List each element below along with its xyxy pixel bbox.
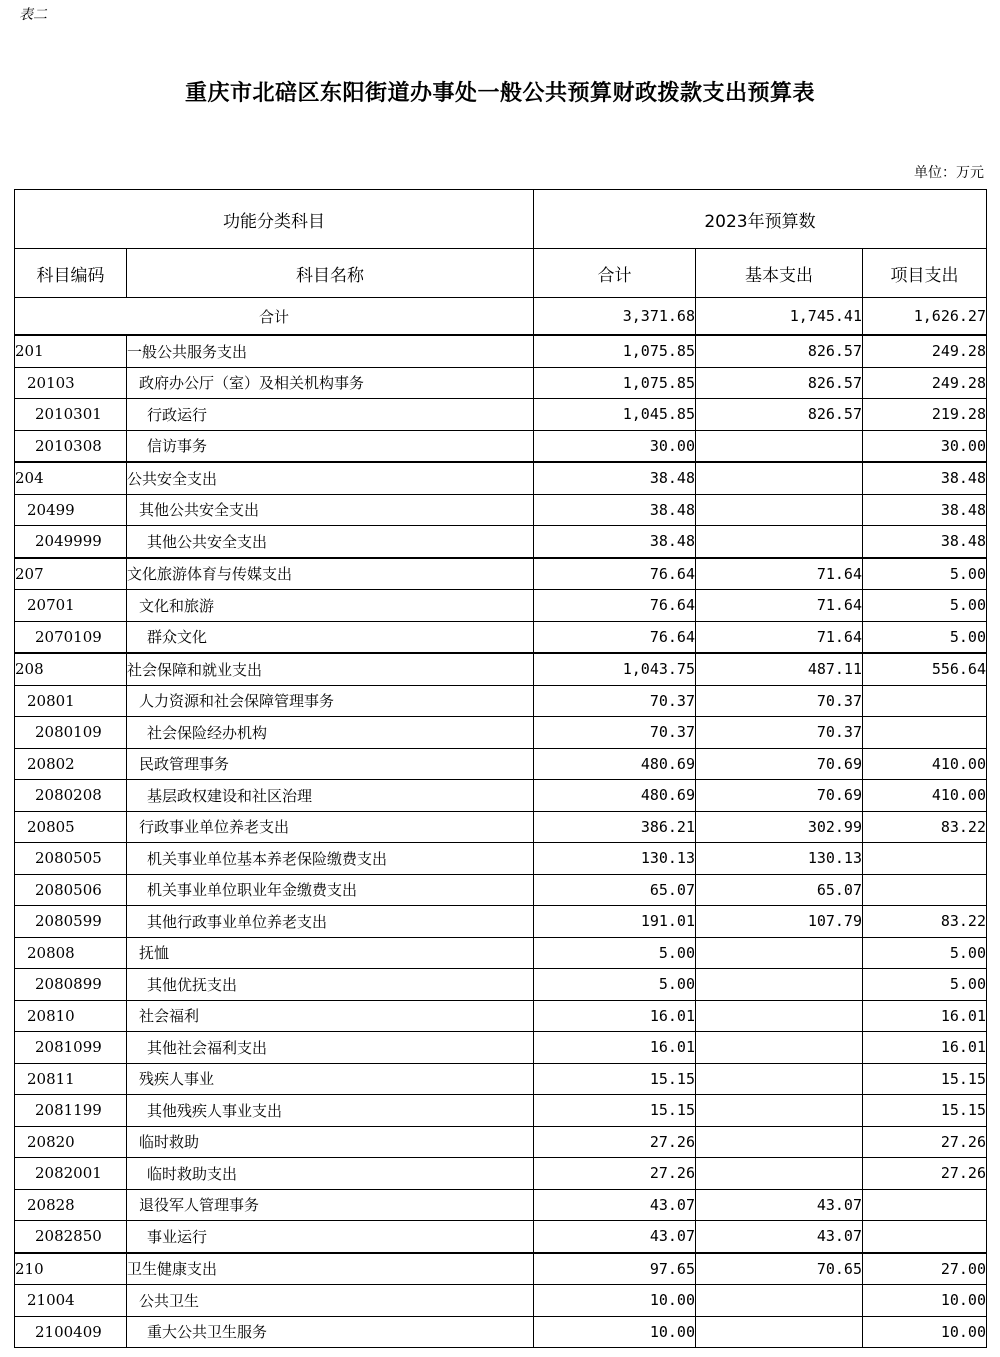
row-project bbox=[863, 843, 987, 875]
document-tag: 表二 bbox=[19, 7, 47, 23]
row-basic bbox=[696, 1095, 863, 1127]
row-project: 38.48 bbox=[863, 494, 987, 526]
row-code: 2080599 bbox=[15, 906, 127, 938]
row-basic: 71.64 bbox=[696, 590, 863, 622]
header-total: 合计 bbox=[534, 249, 696, 298]
row-basic: 826.57 bbox=[696, 367, 863, 399]
row-total: 130.13 bbox=[534, 843, 696, 875]
row-code: 20499 bbox=[15, 494, 127, 526]
row-total: 1,075.85 bbox=[534, 335, 696, 367]
table-row bbox=[15, 1316, 987, 1348]
header-row-1 bbox=[15, 190, 987, 249]
row-code: 2080109 bbox=[15, 717, 127, 749]
header-budget-year: 2023年预算数 bbox=[534, 190, 987, 249]
total-project: 1,626.27 bbox=[863, 298, 987, 336]
row-name: 其他社会福利支出 bbox=[127, 1032, 534, 1064]
table-row bbox=[15, 526, 987, 558]
row-code: 2070109 bbox=[15, 621, 127, 653]
table-row bbox=[15, 1095, 987, 1127]
row-name: 政府办公厅（室）及相关机构事务 bbox=[127, 367, 534, 399]
header-code: 科目编码 bbox=[15, 249, 127, 298]
row-basic bbox=[696, 526, 863, 558]
row-total: 10.00 bbox=[534, 1316, 696, 1348]
row-project bbox=[863, 1189, 987, 1221]
row-basic bbox=[696, 1032, 863, 1064]
row-name: 社会福利 bbox=[127, 1000, 534, 1032]
row-basic: 70.37 bbox=[696, 685, 863, 717]
unit-label: 单位：万元 bbox=[914, 165, 984, 181]
row-name: 临时救助 bbox=[127, 1126, 534, 1158]
row-project: 38.48 bbox=[863, 526, 987, 558]
row-total: 38.48 bbox=[534, 494, 696, 526]
row-basic: 70.69 bbox=[696, 748, 863, 780]
row-name: 卫生健康支出 bbox=[127, 1253, 534, 1285]
table-row bbox=[15, 717, 987, 749]
row-basic: 43.07 bbox=[696, 1189, 863, 1221]
row-code: 20808 bbox=[15, 937, 127, 969]
table-row bbox=[15, 1158, 987, 1190]
row-code: 207 bbox=[15, 558, 127, 590]
table-row bbox=[15, 494, 987, 526]
row-code: 2080208 bbox=[15, 780, 127, 812]
row-code: 210 bbox=[15, 1253, 127, 1285]
row-total: 70.37 bbox=[534, 685, 696, 717]
row-code: 2081199 bbox=[15, 1095, 127, 1127]
table-row bbox=[15, 367, 987, 399]
row-project bbox=[863, 874, 987, 906]
row-basic: 130.13 bbox=[696, 843, 863, 875]
row-total: 5.00 bbox=[534, 937, 696, 969]
header-row-2 bbox=[15, 249, 987, 298]
row-project: 5.00 bbox=[863, 937, 987, 969]
row-project: 249.28 bbox=[863, 367, 987, 399]
row-code: 21004 bbox=[15, 1285, 127, 1317]
row-project: 30.00 bbox=[863, 430, 987, 462]
row-total: 15.15 bbox=[534, 1095, 696, 1127]
row-basic: 71.64 bbox=[696, 621, 863, 653]
table-row bbox=[15, 621, 987, 653]
row-total: 16.01 bbox=[534, 1000, 696, 1032]
row-code: 204 bbox=[15, 462, 127, 494]
row-project: 10.00 bbox=[863, 1285, 987, 1317]
row-total: 1,045.85 bbox=[534, 399, 696, 431]
row-name: 社会保障和就业支出 bbox=[127, 653, 534, 685]
table-row bbox=[15, 1063, 987, 1095]
row-total: 15.15 bbox=[534, 1063, 696, 1095]
row-total: 43.07 bbox=[534, 1221, 696, 1253]
row-basic bbox=[696, 494, 863, 526]
row-project: 556.64 bbox=[863, 653, 987, 685]
row-basic: 70.69 bbox=[696, 780, 863, 812]
row-project: 38.48 bbox=[863, 462, 987, 494]
row-name: 机关事业单位基本养老保险缴费支出 bbox=[127, 843, 534, 875]
table-row bbox=[15, 937, 987, 969]
row-basic: 826.57 bbox=[696, 335, 863, 367]
row-name: 文化旅游体育与传媒支出 bbox=[127, 558, 534, 590]
row-name: 其他优抚支出 bbox=[127, 969, 534, 1001]
table-row bbox=[15, 1126, 987, 1158]
row-name: 群众文化 bbox=[127, 621, 534, 653]
budget-table bbox=[14, 189, 987, 1348]
row-basic bbox=[696, 1000, 863, 1032]
row-project: 27.26 bbox=[863, 1158, 987, 1190]
row-code: 208 bbox=[15, 653, 127, 685]
row-basic bbox=[696, 1126, 863, 1158]
row-total: 480.69 bbox=[534, 748, 696, 780]
row-code: 201 bbox=[15, 335, 127, 367]
table-row bbox=[15, 590, 987, 622]
row-project: 83.22 bbox=[863, 906, 987, 938]
row-basic: 107.79 bbox=[696, 906, 863, 938]
table-row bbox=[15, 1221, 987, 1253]
row-basic bbox=[696, 1063, 863, 1095]
row-name: 人力资源和社会保障管理事务 bbox=[127, 685, 534, 717]
row-name: 抚恤 bbox=[127, 937, 534, 969]
row-name: 民政管理事务 bbox=[127, 748, 534, 780]
table-row bbox=[15, 653, 987, 685]
table-row bbox=[15, 780, 987, 812]
row-code: 2049999 bbox=[15, 526, 127, 558]
row-total: 70.37 bbox=[534, 717, 696, 749]
row-code: 20805 bbox=[15, 811, 127, 843]
row-total: 480.69 bbox=[534, 780, 696, 812]
row-total: 191.01 bbox=[534, 906, 696, 938]
row-basic bbox=[696, 937, 863, 969]
row-code: 20701 bbox=[15, 590, 127, 622]
row-code: 2082001 bbox=[15, 1158, 127, 1190]
row-code: 2081099 bbox=[15, 1032, 127, 1064]
table-row bbox=[15, 906, 987, 938]
row-name: 行政运行 bbox=[127, 399, 534, 431]
row-name: 临时救助支出 bbox=[127, 1158, 534, 1190]
row-basic: 43.07 bbox=[696, 1221, 863, 1253]
row-name: 退役军人管理事务 bbox=[127, 1189, 534, 1221]
table-row bbox=[15, 843, 987, 875]
row-total: 386.21 bbox=[534, 811, 696, 843]
row-basic bbox=[696, 462, 863, 494]
row-project: 249.28 bbox=[863, 335, 987, 367]
row-project: 16.01 bbox=[863, 1032, 987, 1064]
row-project: 5.00 bbox=[863, 558, 987, 590]
row-project: 5.00 bbox=[863, 621, 987, 653]
table-row bbox=[15, 1032, 987, 1064]
page-title: 重庆市北碚区东阳街道办事处一般公共预算财政拨款支出预算表 bbox=[184, 80, 815, 106]
row-code: 20820 bbox=[15, 1126, 127, 1158]
row-project: 410.00 bbox=[863, 748, 987, 780]
row-total: 76.64 bbox=[534, 590, 696, 622]
row-name: 残疾人事业 bbox=[127, 1063, 534, 1095]
row-total: 27.26 bbox=[534, 1126, 696, 1158]
row-project: 410.00 bbox=[863, 780, 987, 812]
row-code: 2010301 bbox=[15, 399, 127, 431]
total-row bbox=[15, 298, 987, 336]
table-row bbox=[15, 1000, 987, 1032]
table-row bbox=[15, 969, 987, 1001]
row-name: 重大公共卫生服务 bbox=[127, 1316, 534, 1348]
row-name: 信访事务 bbox=[127, 430, 534, 462]
row-code: 20801 bbox=[15, 685, 127, 717]
header-name: 科目名称 bbox=[127, 249, 534, 298]
total-amount: 3,371.68 bbox=[534, 298, 696, 336]
row-name: 社会保险经办机构 bbox=[127, 717, 534, 749]
row-project: 83.22 bbox=[863, 811, 987, 843]
row-total: 10.00 bbox=[534, 1285, 696, 1317]
row-project: 5.00 bbox=[863, 969, 987, 1001]
row-name: 基层政权建设和社区治理 bbox=[127, 780, 534, 812]
row-basic bbox=[696, 1158, 863, 1190]
row-basic: 71.64 bbox=[696, 558, 863, 590]
row-code: 20810 bbox=[15, 1000, 127, 1032]
table-row bbox=[15, 430, 987, 462]
row-total: 5.00 bbox=[534, 969, 696, 1001]
row-code: 20811 bbox=[15, 1063, 127, 1095]
row-total: 1,075.85 bbox=[534, 367, 696, 399]
row-code: 20103 bbox=[15, 367, 127, 399]
row-name: 一般公共服务支出 bbox=[127, 335, 534, 367]
table-row bbox=[15, 558, 987, 590]
row-code: 2010308 bbox=[15, 430, 127, 462]
total-basic: 1,745.41 bbox=[696, 298, 863, 336]
row-project: 10.00 bbox=[863, 1316, 987, 1348]
row-code: 2100409 bbox=[15, 1316, 127, 1348]
table-row bbox=[15, 1285, 987, 1317]
row-total: 16.01 bbox=[534, 1032, 696, 1064]
row-name: 公共卫生 bbox=[127, 1285, 534, 1317]
row-name: 其他行政事业单位养老支出 bbox=[127, 906, 534, 938]
row-project bbox=[863, 717, 987, 749]
row-code: 2080899 bbox=[15, 969, 127, 1001]
row-project: 16.01 bbox=[863, 1000, 987, 1032]
row-total: 65.07 bbox=[534, 874, 696, 906]
row-project: 15.15 bbox=[863, 1063, 987, 1095]
row-basic: 302.99 bbox=[696, 811, 863, 843]
row-code: 20828 bbox=[15, 1189, 127, 1221]
row-basic: 70.37 bbox=[696, 717, 863, 749]
row-code: 2082850 bbox=[15, 1221, 127, 1253]
row-name: 其他残疾人事业支出 bbox=[127, 1095, 534, 1127]
row-total: 38.48 bbox=[534, 526, 696, 558]
row-total: 76.64 bbox=[534, 558, 696, 590]
table-row bbox=[15, 1189, 987, 1221]
row-name: 机关事业单位职业年金缴费支出 bbox=[127, 874, 534, 906]
table-row bbox=[15, 399, 987, 431]
row-basic: 487.11 bbox=[696, 653, 863, 685]
row-project: 27.26 bbox=[863, 1126, 987, 1158]
row-total: 43.07 bbox=[534, 1189, 696, 1221]
row-project: 219.28 bbox=[863, 399, 987, 431]
row-basic bbox=[696, 969, 863, 1001]
row-total: 1,043.75 bbox=[534, 653, 696, 685]
table-row bbox=[15, 874, 987, 906]
total-label: 合计 bbox=[15, 298, 534, 336]
row-basic: 826.57 bbox=[696, 399, 863, 431]
row-code: 2080506 bbox=[15, 874, 127, 906]
table-row bbox=[15, 462, 987, 494]
row-project: 15.15 bbox=[863, 1095, 987, 1127]
row-project: 27.00 bbox=[863, 1253, 987, 1285]
row-project: 5.00 bbox=[863, 590, 987, 622]
header-basic: 基本支出 bbox=[696, 249, 863, 298]
row-basic: 70.65 bbox=[696, 1253, 863, 1285]
row-name: 其他公共安全支出 bbox=[127, 526, 534, 558]
row-code: 20802 bbox=[15, 748, 127, 780]
row-code: 2080505 bbox=[15, 843, 127, 875]
row-project bbox=[863, 685, 987, 717]
row-name: 文化和旅游 bbox=[127, 590, 534, 622]
table-row bbox=[15, 748, 987, 780]
row-basic bbox=[696, 430, 863, 462]
row-total: 30.00 bbox=[534, 430, 696, 462]
row-basic bbox=[696, 1285, 863, 1317]
header-function-category: 功能分类科目 bbox=[15, 190, 534, 249]
table-row bbox=[15, 1253, 987, 1285]
row-total: 76.64 bbox=[534, 621, 696, 653]
table-row bbox=[15, 811, 987, 843]
row-basic bbox=[696, 1316, 863, 1348]
row-name: 公共安全支出 bbox=[127, 462, 534, 494]
row-total: 38.48 bbox=[534, 462, 696, 494]
table-row bbox=[15, 685, 987, 717]
row-name: 事业运行 bbox=[127, 1221, 534, 1253]
header-project: 项目支出 bbox=[863, 249, 987, 298]
row-project bbox=[863, 1221, 987, 1253]
row-name: 行政事业单位养老支出 bbox=[127, 811, 534, 843]
table-row bbox=[15, 335, 987, 367]
row-total: 97.65 bbox=[534, 1253, 696, 1285]
row-basic: 65.07 bbox=[696, 874, 863, 906]
row-name: 其他公共安全支出 bbox=[127, 494, 534, 526]
row-total: 27.26 bbox=[534, 1158, 696, 1190]
